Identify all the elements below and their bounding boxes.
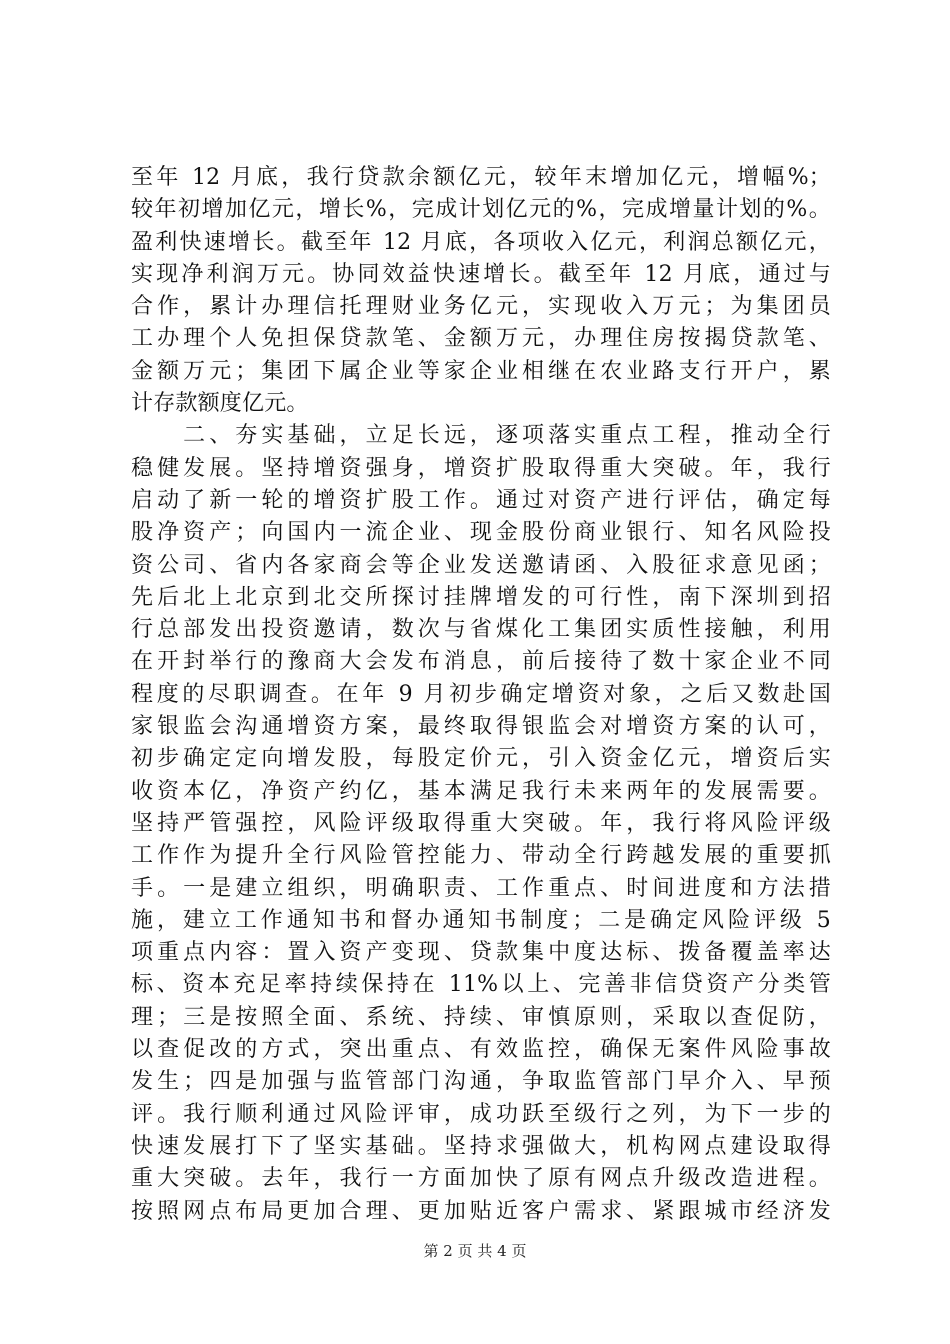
text-line: 盈利快速增长。截至年 12 月底，各项收入亿元，利润总额亿元， (131, 229, 831, 255)
text-line: 在开封举行的豫商大会发布消息，前后接待了数十家企业不同 (131, 649, 831, 675)
text-line: 坚持严管强控，风险评级取得重大突破。年，我行将风险评级 (131, 810, 831, 836)
text-line: 收资本亿，净资产约亿，基本满足我行未来两年的发展需要。 (131, 778, 831, 804)
text-line: 至年 12 月底，我行贷款余额亿元，较年末增加亿元，增幅%； (131, 165, 831, 190)
text-line: 标、资本充足率持续保持在 11%以上、完善非信贷资产分类管 (131, 972, 831, 998)
text-line: 程度的尽职调查。在年 9 月初步确定增资对象，之后又数赴国 (131, 681, 831, 707)
text-line: 合作，累计办理信托理财业务亿元，实现收入万元；为集团员 (131, 294, 831, 320)
page-footer: 第 2 页 共 4 页 (423, 1242, 527, 1260)
text-line: 计存款额度亿元。 (131, 391, 309, 417)
text-line: 发生；四是加强与监管部门沟通，争取监管部门早介入、早预 (131, 1069, 831, 1095)
text-line: 稳健发展。坚持增资强身，增资扩股取得重大突破。年，我行 (131, 455, 831, 481)
text-line: 家银监会沟通增资方案，最终取得银监会对增资方案的认可， (131, 714, 831, 740)
text-line: 行总部发出投资邀请，数次与省煤化工集团实质性接触，利用 (131, 617, 831, 643)
text-line: 手。一是建立组织，明确职责、工作重点、时间进度和方法措 (131, 875, 831, 901)
text-line: 施，建立工作通知书和督办通知书制度；二是确定风险评级 5 (131, 907, 831, 933)
text-line: 股净资产；向国内一流企业、现金股份商业银行、知名风险投 (131, 520, 831, 546)
text-line: 以查促改的方式，突出重点、有效监控，确保无案件风险事故 (131, 1037, 831, 1063)
text-line: 资公司、省内各家商会等企业发送邀请函、入股征求意见函； (131, 552, 831, 578)
text-line: 重大突破。去年，我行一方面加快了原有网点升级改造进程。 (131, 1166, 831, 1192)
text-line: 较年初增加亿元，增长%，完成计划亿元的%，完成增量计划的%。 (131, 197, 831, 223)
document-body (131, 162, 831, 1228)
text-line: 按照网点布局更加合理、更加贴近客户需求、紧跟城市经济发 (131, 1198, 831, 1224)
text-line: 评。我行顺利通过风险评审，成功跃至级行之列，为下一步的 (131, 1101, 831, 1127)
text-line: 工作作为提升全行风险管控能力、带动全行跨越发展的重要抓 (131, 843, 831, 869)
text-line: 快速发展打下了坚实基础。坚持求强做大，机构网点建设取得 (131, 1133, 831, 1159)
text-line: 启动了新一轮的增资扩股工作。通过对资产进行评估，确定每 (131, 487, 831, 513)
text-line: 二、夯实基础，立足长远，逐项落实重点工程，推动全行 (131, 423, 831, 449)
text-line: 工办理个人免担保贷款笔、金额万元，办理住房按揭贷款笔、 (131, 326, 831, 352)
text-line: 实现净利润万元。协同效益快速增长。截至年 12 月底，通过与 (131, 261, 831, 287)
text-line: 先后北上北京到北交所探讨挂牌增发的可行性，南下深圳到招 (131, 584, 831, 610)
text-line: 金额万元；集团下属企业等家企业相继在农业路支行开户，累 (131, 358, 831, 384)
text-line: 初步确定定向增发股，每股定价元，引入资金亿元，增资后实 (131, 746, 831, 772)
text-line: 项重点内容：置入资产变现、贷款集中度达标、拨备覆盖率达 (131, 940, 831, 966)
text-line: 理；三是按照全面、系统、持续、审慎原则，采取以查促防， (131, 1004, 831, 1030)
